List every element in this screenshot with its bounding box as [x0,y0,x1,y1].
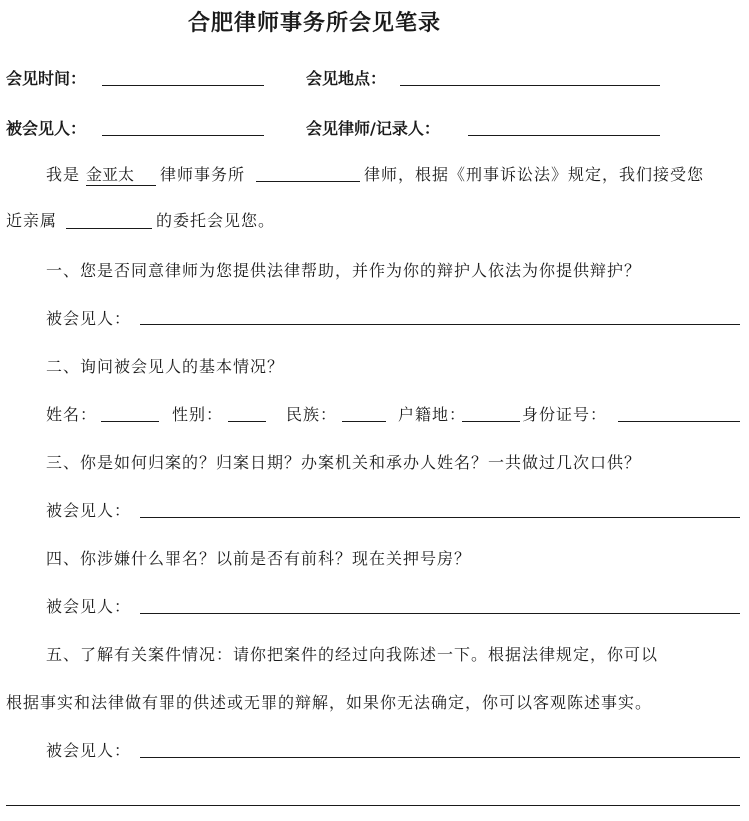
hukou-label: 户籍地： [398,405,467,424]
meeting-time-label: 会见时间： [6,69,87,88]
gender-label: 性别： [172,405,224,424]
hukou-field[interactable] [462,420,520,422]
question-4: 四、你涉嫌什么罪名？以前是否有前科？现在关押号房？ [46,549,472,568]
intro-text-3: 律师，根据《刑事诉讼法》规定，我们接受您 [364,165,705,184]
intro-text-5: 的委托会见您。 [156,211,276,230]
intro-text-1: 我是 [46,165,81,184]
question-1: 一、您是否同意律师为您提供法律帮助，并作为你的辩护人依法为你提供辩护？ [46,261,642,280]
page-title: 合肥律师事务所会见笔录 [188,11,442,36]
name-label: 姓名： [46,405,98,424]
question-5-line-2: 根据事实和法律做有罪的供述或无罪的辩解，如果你无法确定，你可以客观陈述事实。 [6,693,653,712]
question-2: 二、询问被会见人的基本情况？ [46,357,285,376]
relative-name-field[interactable] [66,227,152,229]
question-5-line-1: 五、了解有关案件情况：请你把案件的经过向我陈述一下。根据法律规定，你可以 [46,645,659,664]
answer-1-label: 被会见人： [46,309,132,328]
answer-4-label: 被会见人： [46,597,132,616]
answer-3-field[interactable] [140,516,740,518]
answer-5-extra-line[interactable] [6,804,740,806]
intro-text-2: 律师事务所 [160,165,246,184]
answer-5-field[interactable] [140,756,740,758]
lawyer-recorder-label: 会见律师/记录人： [306,119,440,138]
answer-5-label: 被会见人： [46,741,132,760]
ethnicity-field[interactable] [342,420,386,422]
lawyer-recorder-field[interactable] [468,134,660,136]
answer-1-field[interactable] [140,323,740,325]
name-field[interactable] [101,420,159,422]
interviewee-field[interactable] [102,134,264,136]
intro-text-4: 近亲属 [6,211,58,230]
gender-field[interactable] [228,420,266,422]
meeting-place-field[interactable] [400,84,660,86]
id-number-field[interactable] [618,420,740,422]
law-firm-name: 金亚太 [86,162,156,186]
question-3: 三、你是如何归案的？归案日期？办案机关和承办人姓名？一共做过几次口供？ [46,453,642,472]
lawyer-name-field[interactable] [256,180,360,182]
ethnicity-label: 民族： [286,405,338,424]
meeting-time-field[interactable] [102,84,264,86]
answer-3-label: 被会见人： [46,501,132,520]
id-number-label: 身份证号： [522,405,608,424]
meeting-place-label: 会见地点： [306,69,387,88]
interviewee-label: 被会见人： [6,119,87,138]
answer-4-field[interactable] [140,612,740,614]
